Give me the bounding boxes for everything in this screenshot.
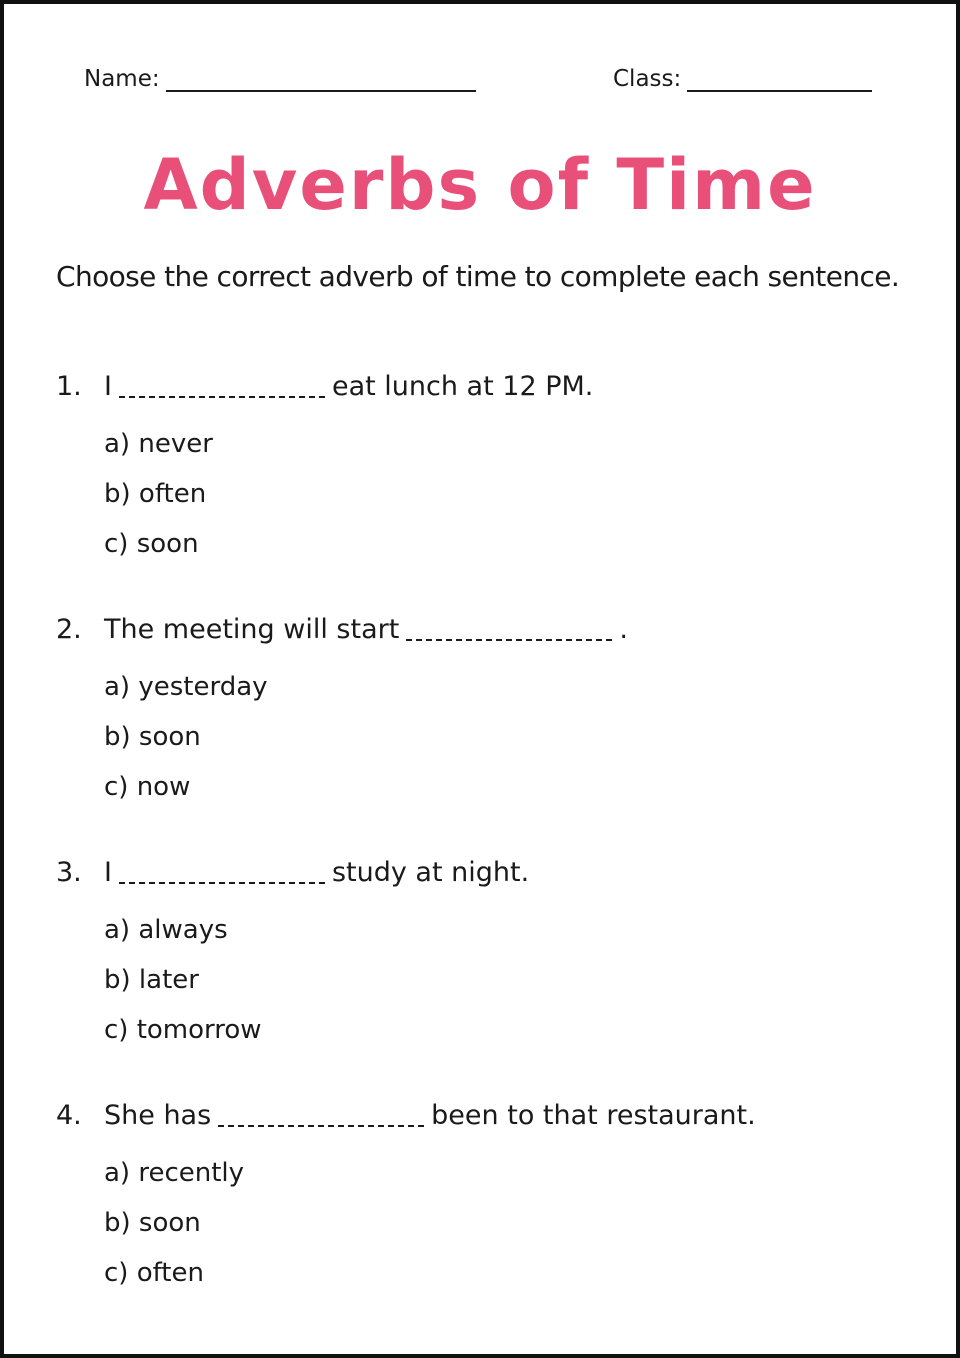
question-number: 1. <box>56 371 82 402</box>
sentence-end: . <box>619 614 628 645</box>
question-number: 4. <box>56 1100 82 1131</box>
answer-blank[interactable] <box>119 374 325 398</box>
sentence-end: study at night. <box>331 857 530 888</box>
option-b[interactable]: b) soon <box>104 722 201 752</box>
class-label: Class: <box>613 66 682 92</box>
page-title: Adverbs of Time <box>143 144 817 226</box>
sentence-start: I <box>104 371 112 402</box>
question-number: 2. <box>56 614 82 645</box>
answer-blank[interactable] <box>218 1103 424 1127</box>
option-list <box>104 667 916 817</box>
question-2 <box>56 605 916 817</box>
option-a[interactable]: a) never <box>104 429 213 459</box>
answer-blank[interactable] <box>119 860 325 884</box>
name-field <box>84 64 476 92</box>
option-list <box>104 910 916 1060</box>
question-4 <box>56 1091 916 1303</box>
option-list <box>104 424 916 574</box>
option-a[interactable]: a) recently <box>104 1158 245 1188</box>
question-number: 3. <box>56 857 82 888</box>
sentence-end: been to that restaurant. <box>431 1100 756 1131</box>
option-b[interactable]: b) soon <box>104 1208 201 1238</box>
option-list <box>104 1153 916 1303</box>
sentence-start: The meeting will start <box>104 614 400 645</box>
class-input-line[interactable] <box>687 64 872 92</box>
option-a[interactable]: a) yesterday <box>104 672 268 702</box>
question-sentence <box>56 1091 916 1131</box>
question-sentence <box>56 848 916 888</box>
question-sentence <box>56 362 916 402</box>
option-b[interactable]: b) later <box>104 965 199 995</box>
option-c[interactable]: c) often <box>104 1258 204 1288</box>
class-field <box>613 64 872 92</box>
question-1 <box>56 362 916 574</box>
option-b[interactable]: b) often <box>104 479 207 509</box>
sentence-end: eat lunch at 12 PM. <box>331 371 594 402</box>
sentence-start: She has <box>104 1100 212 1131</box>
option-c[interactable]: c) now <box>104 772 191 802</box>
answer-blank[interactable] <box>406 617 612 641</box>
option-a[interactable]: a) always <box>104 915 228 945</box>
option-c[interactable]: c) tomorrow <box>104 1015 262 1045</box>
name-label: Name: <box>84 66 160 92</box>
name-input-line[interactable] <box>166 64 476 92</box>
instructions: Choose the correct adverb of time to complete each sentence. <box>56 260 900 293</box>
question-sentence <box>56 605 916 645</box>
question-3 <box>56 848 916 1060</box>
option-c[interactable]: c) soon <box>104 529 199 559</box>
sentence-start: I <box>104 857 112 888</box>
